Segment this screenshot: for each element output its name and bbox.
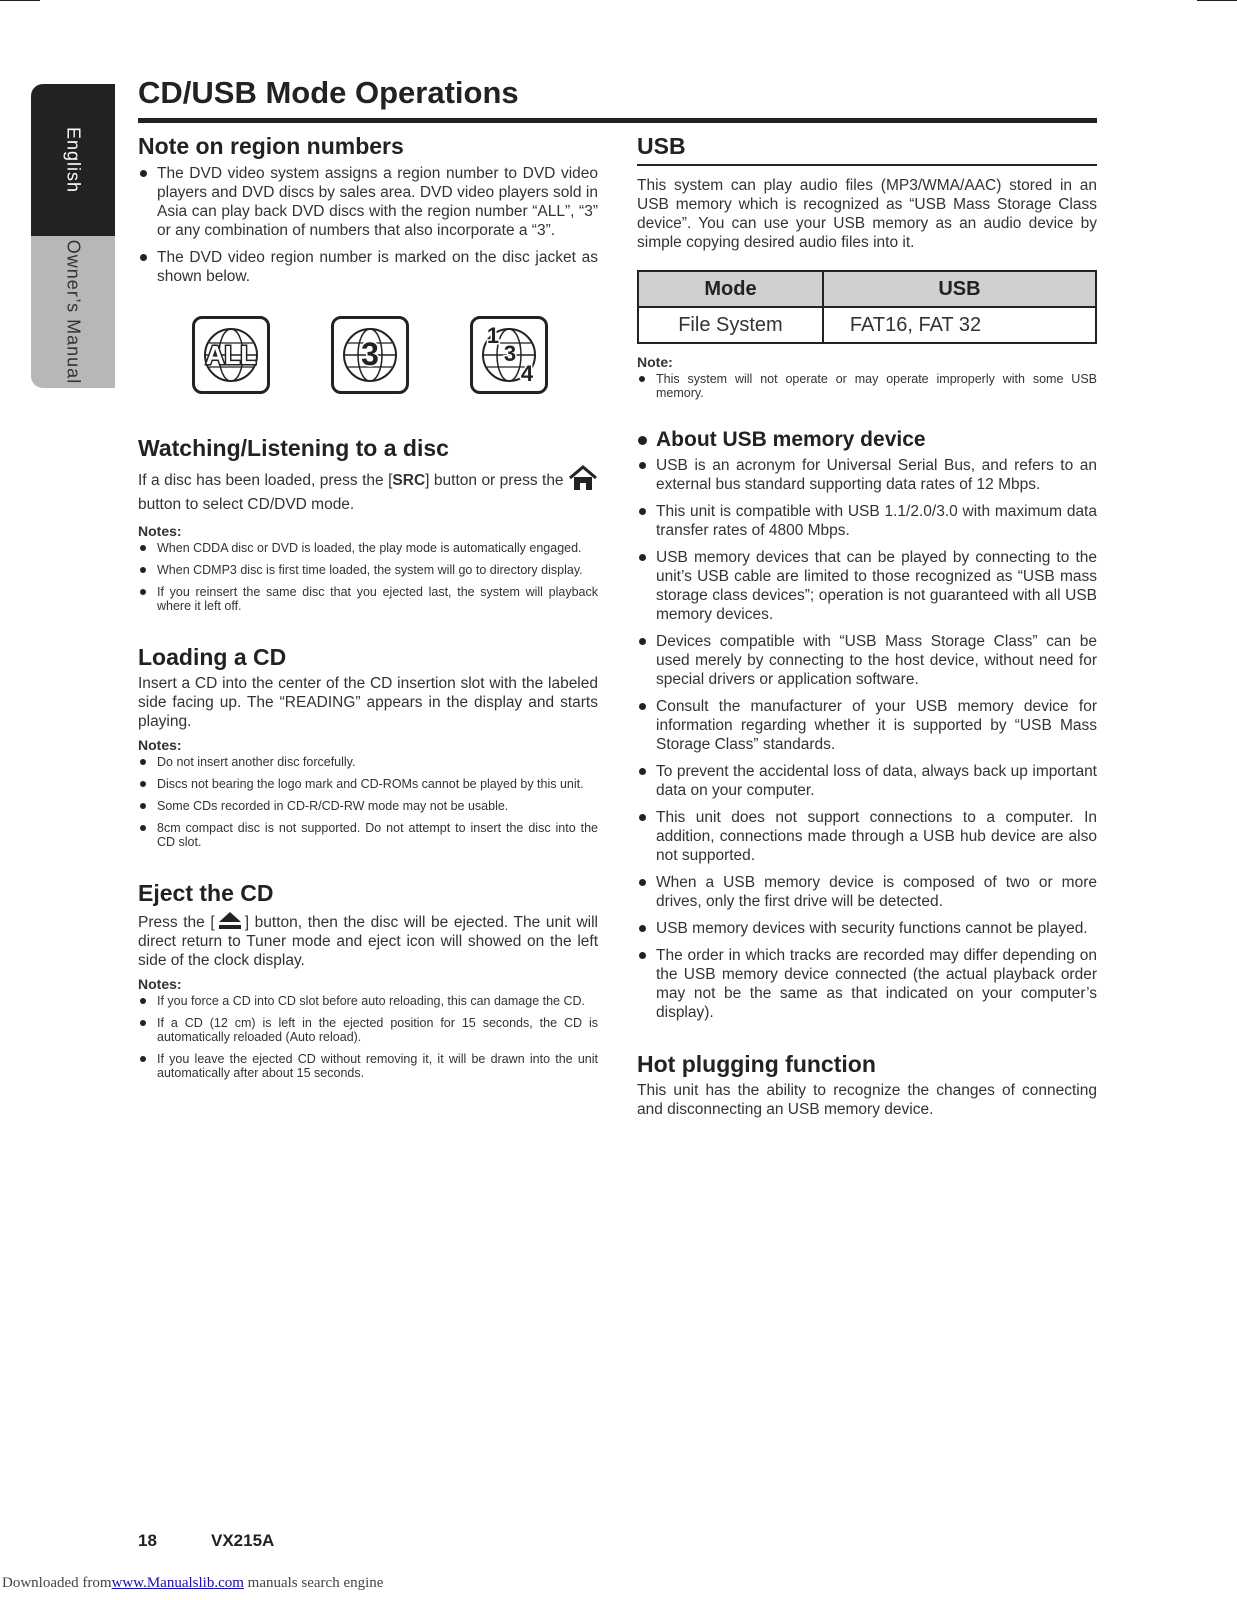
list-item: When CDMP3 disc is first time loaded, the system will go to directory display. (138, 563, 598, 577)
eject-notes (138, 994, 598, 1080)
table-header-row (638, 271, 1096, 307)
eject-notes-label: Notes: (138, 976, 182, 992)
loading-notes-label: Notes: (138, 737, 182, 753)
about-usb-bullets (637, 456, 1097, 1022)
watching-text-pre: If a disc has been loaded, press the [ (138, 472, 393, 489)
watching-notes-label: Notes: (138, 523, 182, 539)
model-name: VX215A (211, 1531, 275, 1550)
usb-table (637, 270, 1097, 344)
download-prefix: Downloaded from (2, 1575, 112, 1591)
watching-notes (138, 541, 598, 613)
side-tab-language-label: English (63, 126, 84, 194)
crop-mark (0, 0, 40, 1)
watching-heading: Watching/Listening to a disc (138, 435, 449, 461)
list-item: USB is an acronym for Universal Serial Bus, and refers to an external bus standard supporting data rates of 12 Mbps. (637, 456, 1097, 494)
list-item: Do not insert another disc forcefully. (138, 755, 598, 769)
list-item: The DVD video region number is marked on the disc jacket as shown below. (138, 248, 598, 286)
list-item: If a CD (12 cm) is left in the ejected position for 15 seconds, the CD is automatically reloaded (Auto reload). (138, 1016, 598, 1044)
right-column (637, 132, 1097, 1119)
table-header-mode: Mode (638, 271, 823, 307)
list-item: This unit is compatible with USB 1.1/2.0/3.0 with maximum data transfer rates of 4800 Mbps. (637, 502, 1097, 540)
crop-mark (1197, 0, 1237, 1)
loading-heading: Loading a CD (138, 644, 287, 670)
eject-text (138, 910, 598, 970)
eject-section (138, 879, 598, 1080)
list-item: If you reinsert the same disc that you ejected last, the system will playback where it left off. (138, 585, 598, 613)
title-rule (138, 118, 1097, 123)
usb-heading: USB (637, 132, 1097, 166)
watching-text-mid: ] button or press the (425, 472, 564, 489)
home-icon (568, 465, 598, 491)
list-item: Discs not bearing the logo mark and CD-ROMs cannot be played by this unit. (138, 777, 598, 791)
list-item: The DVD video system assigns a region number to DVD video players and DVD discs by sales area. DVD video players sold in Asia can play back DVD discs with the region number “ALL”, “3” or any combination of numbers that also incorporate a “3”. (138, 164, 598, 240)
region-3-icon (331, 316, 409, 394)
table-cell: File System (638, 307, 823, 343)
region-3-label: 3 (361, 336, 379, 372)
region-combo-icon (470, 316, 548, 394)
loading-notes (138, 755, 598, 849)
usb-note (637, 372, 1097, 400)
eject-text-pre: Press the [ (138, 914, 215, 931)
loading-section (138, 643, 598, 849)
region-all-icon (192, 316, 270, 394)
page-title: CD/USB Mode Operations (138, 75, 519, 110)
usb-text: This system can play audio files (MP3/WMA/AAC) stored in an USB memory which is recognized as “USB Mass Storage Class device”. You can use your USB memory as an audio device by simple copying desired audio files into it. (637, 177, 1097, 251)
list-item: USB memory devices that can be played by connecting to the unit’s USB cable are limited to those recognized as “USB mass storage class devices”; operation is not guaranteed with all USB memory devices. (637, 548, 1097, 624)
list-item: Consult the manufacturer of your USB memory device for information regarding whether it is supported by “USB Mass Storage Class” standards. (637, 697, 1097, 754)
eject-heading: Eject the CD (138, 880, 274, 906)
region-combo-label-3: 3 (503, 341, 517, 366)
about-usb-heading: About USB memory device (637, 428, 1097, 452)
table-row (638, 307, 1096, 343)
list-item: If you force a CD into CD slot before auto reloading, this can damage the CD. (138, 994, 598, 1008)
region-bullets (138, 164, 598, 286)
region-section (138, 132, 598, 394)
list-item: 8cm compact disc is not supported. Do not attempt to insert the disc into the CD slot. (138, 821, 598, 849)
download-line (2, 1575, 383, 1592)
hot-plugging-text: This unit has the ability to recognize the changes of connecting and disconnecting an USB memory device. (637, 1082, 1097, 1118)
list-item: When a USB memory device is composed of two or more drives, only the first drive will be detected. (637, 873, 1097, 911)
list-item: If you leave the ejected CD without removing it, it will be drawn into the unit automatically after about 15 seconds. (138, 1052, 598, 1080)
usb-section (637, 132, 1097, 400)
hot-plugging-section (637, 1050, 1097, 1119)
list-item: To prevent the accidental loss of data, always back up important data on your computer. (637, 762, 1097, 800)
watching-section (138, 434, 598, 613)
table-cell: FAT16, FAT 32 (823, 307, 1096, 343)
list-item: When CDDA disc or DVD is loaded, the play mode is automatically engaged. (138, 541, 598, 555)
list-item: The order in which tracks are recorded may differ depending on the USB memory device connected (the actual playback order may not be the same as that indicated on your computer’s display). (637, 946, 1097, 1022)
page-number: 18 (138, 1531, 157, 1550)
manualslib-link[interactable]: www.Manualslib.com (111, 1575, 244, 1591)
region-all-label: ALL (205, 340, 257, 370)
src-button-label: SRC (392, 472, 426, 489)
download-suffix: manuals search engine (243, 1575, 384, 1591)
hot-plugging-heading: Hot plugging function (637, 1051, 876, 1077)
about-usb-section (637, 428, 1097, 1022)
region-combo-label-1: 1 (486, 323, 500, 348)
eject-text-post: ] button, then the disc will be ejected. The unit will direct return to Tuner mode and eject icon will showed on the left side of the clock display. (138, 914, 598, 969)
region-combo-label-4: 4 (520, 361, 534, 386)
left-column (138, 132, 598, 1088)
list-item: This system will not operate or may operate improperly with some USB memory. (637, 372, 1097, 400)
side-tab-manual-label: Owner’s Manual (63, 239, 84, 385)
table-header-usb: USB (823, 271, 1096, 307)
usb-note-label: Note: (637, 354, 673, 370)
region-icons (192, 316, 548, 394)
watching-text (138, 465, 598, 517)
eject-icon (215, 910, 245, 930)
list-item: Some CDs recorded in CD-R/CD-RW mode may not be usable. (138, 799, 598, 813)
region-heading: Note on region numbers (138, 133, 404, 159)
list-item: This unit does not support connections to a computer. In addition, connections made through a USB hub device are also not supported. (637, 808, 1097, 865)
watching-text-post: button to select CD/DVD mode. (138, 496, 355, 513)
list-item: Devices compatible with “USB Mass Storage Class” can be used merely by connecting to the host device, without need for special drivers or application software. (637, 632, 1097, 689)
list-item: USB memory devices with security functions cannot be played. (637, 919, 1097, 938)
loading-text: Insert a CD into the center of the CD insertion slot with the labeled side facing up. The “READING” appears in the display and starts playing. (138, 675, 598, 730)
